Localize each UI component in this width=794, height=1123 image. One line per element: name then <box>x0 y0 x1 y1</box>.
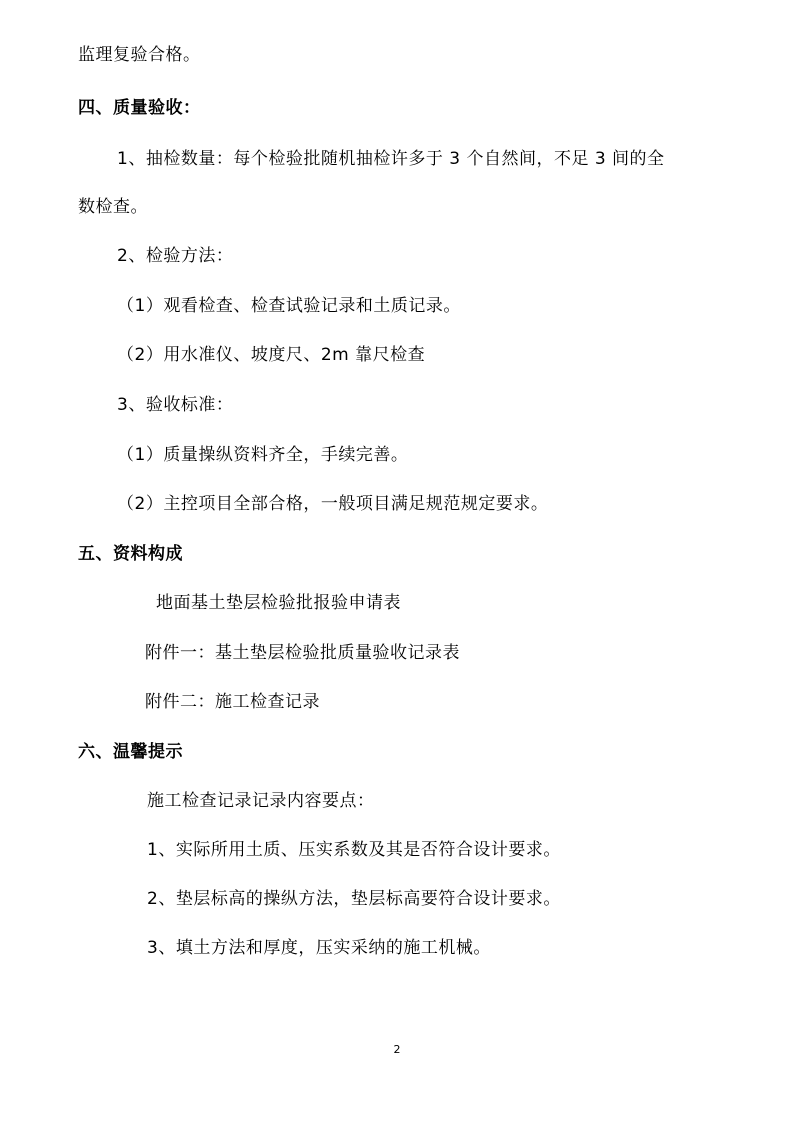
text-line-continuation: 监理复验合格。 <box>78 45 201 65</box>
text-line-sampling-quantity-cont: 数检查。 <box>78 197 148 217</box>
text-line-attachment-2: 附件二：施工检查记录 <box>145 692 320 712</box>
text-line-point-1: 1、实际所用土质、压实系数及其是否符合设计要求。 <box>147 840 561 860</box>
section-heading-quality-acceptance: 四、质量验收： <box>78 98 201 118</box>
text-line-method-2: （2）用水准仪、坡度尺、2m 靠尺检查 <box>117 345 426 365</box>
text-line-sampling-quantity: 1、抽检数量：每个检验批随机抽检许多于 3 个自然间，不足 3 间的全 <box>117 149 665 169</box>
text-line-point-2: 2、垫层标高的操纵方法，垫层标高要符合设计要求。 <box>147 889 561 909</box>
text-line-method-1: （1）观看检查、检查试验记录和土质记录。 <box>117 296 461 316</box>
page-number: 2 <box>393 1043 401 1056</box>
text-line-standard-2: （2）主控项目全部合格，一般项目满足规范规定要求。 <box>117 494 549 514</box>
text-line-record-points: 施工检查记录记录内容要点： <box>147 791 375 811</box>
text-line-point-3: 3、填土方法和厚度，压实采纳的施工机械。 <box>147 938 491 958</box>
text-line-acceptance-standard: 3、验收标准： <box>117 395 234 415</box>
text-line-attachment-1: 附件一：基土垫层检验批质量验收记录表 <box>145 643 460 663</box>
text-line-inspection-method: 2、检验方法： <box>117 246 234 266</box>
section-heading-document-composition: 五、资料构成 <box>78 544 183 564</box>
text-line-application-form: 地面基土垫层检验批报验申请表 <box>156 593 401 613</box>
text-line-standard-1: （1）质量操纵资料齐全，手续完善。 <box>117 445 409 465</box>
section-heading-tips: 六、温馨提示 <box>78 742 183 762</box>
